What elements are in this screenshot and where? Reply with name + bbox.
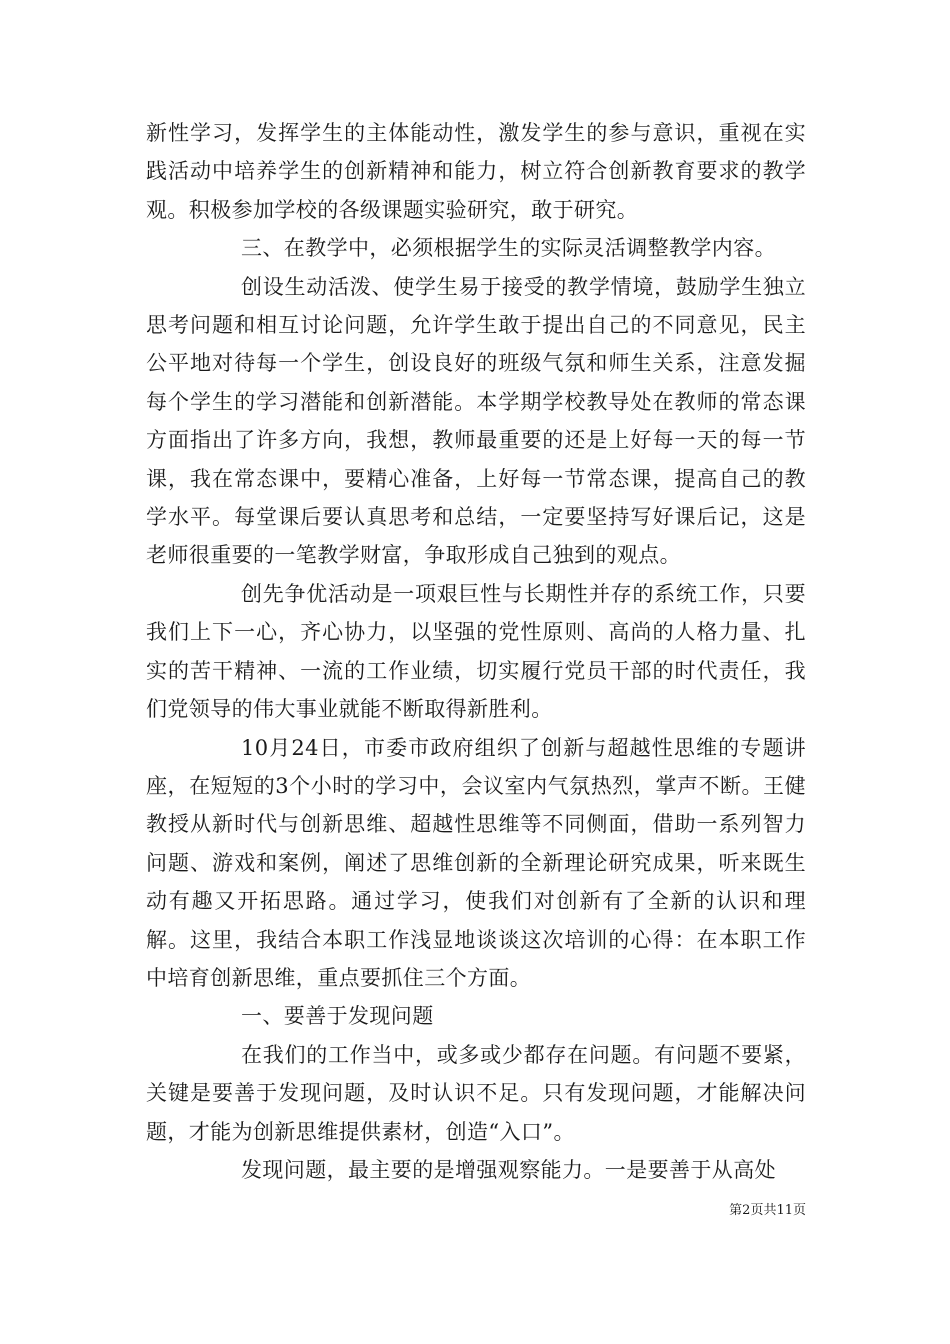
paragraph-1: 新性学习，发挥学生的主体能动性，激发学生的参与意识，重视在实践活动中培养学生的创新精神和能力，树立符合创新教育要求的教学观。积极参加学校的各级课题实验研究，敢于研究。 [146,121,806,222]
paragraph-problems: 在我们的工作当中，或多或少都存在问题。有问题不要紧，关键是要善于发现问题，及时认识不足。只有发现问题，才能解决问题，才能为创新思维提供素材，创造“入口”。 [146,1042,806,1144]
paragraph-lecture: 10月24日，市委市政府组织了创新与超越性思维的专题讲座，在短短的3个小时的学习中，会议室内气氛热烈，掌声不断。王健教授从新时代与创新思维、超越性思维等不同侧面，借助一系列智力问题、游戏和案例，阐述了思维创新的全新理论研究成果，听来既生动有趣又开拓思路。通过学习，使我们对创新有了全新的认识和理解。这里，我结合本职工作浅显地谈谈这次培训的心得：在本职工作中培育创新思维，重点要抓住三个方面。 [146,735,806,990]
paragraph-observation: 发现问题，最主要的是增强观察能力。一是要善于从高处 [241,1157,776,1182]
page-number: 第2页共11页 [729,1203,806,1218]
section-heading-three: 三、在教学中，必须根据学生的实际灵活调整教学内容。 [241,236,776,261]
section-heading-one: 一、要善于发现问题 [241,1004,434,1029]
document-body [146,114,806,1189]
paragraph-teaching-situation: 创设生动活泼、使学生易于接受的教学情境，鼓励学生独立思考问题和相互讨论问题，允许学生敢于提出自己的不同意见，民主公平地对待每一个学生，创设良好的班级气氛和师生关系，注意发掘每个学生的学习潜能和创新潜能。本学期学校教导处在教师的常态课方面指出了许多方向，我想，教师最重要的还是上好每一天的每一节课，我在常态课中，要精心准备，上好每一节常态课，提高自己的教学水平。每堂课后要认真思考和总结，一定要坚持写好课后记，这是老师很重要的一笔教学财富，争取形成自己独到的观点。 [146,274,806,568]
paragraph-excellence-activity: 创先争优活动是一项艰巨性与长期性并存的系统工作，只要我们上下一心，齐心协力，以坚强的党性原则、高尚的人格力量、扎实的苦干精神、一流的工作业绩，切实履行党员干部的时代责任，我们党领导的伟大事业就能不断取得新胜利。 [146,581,806,722]
